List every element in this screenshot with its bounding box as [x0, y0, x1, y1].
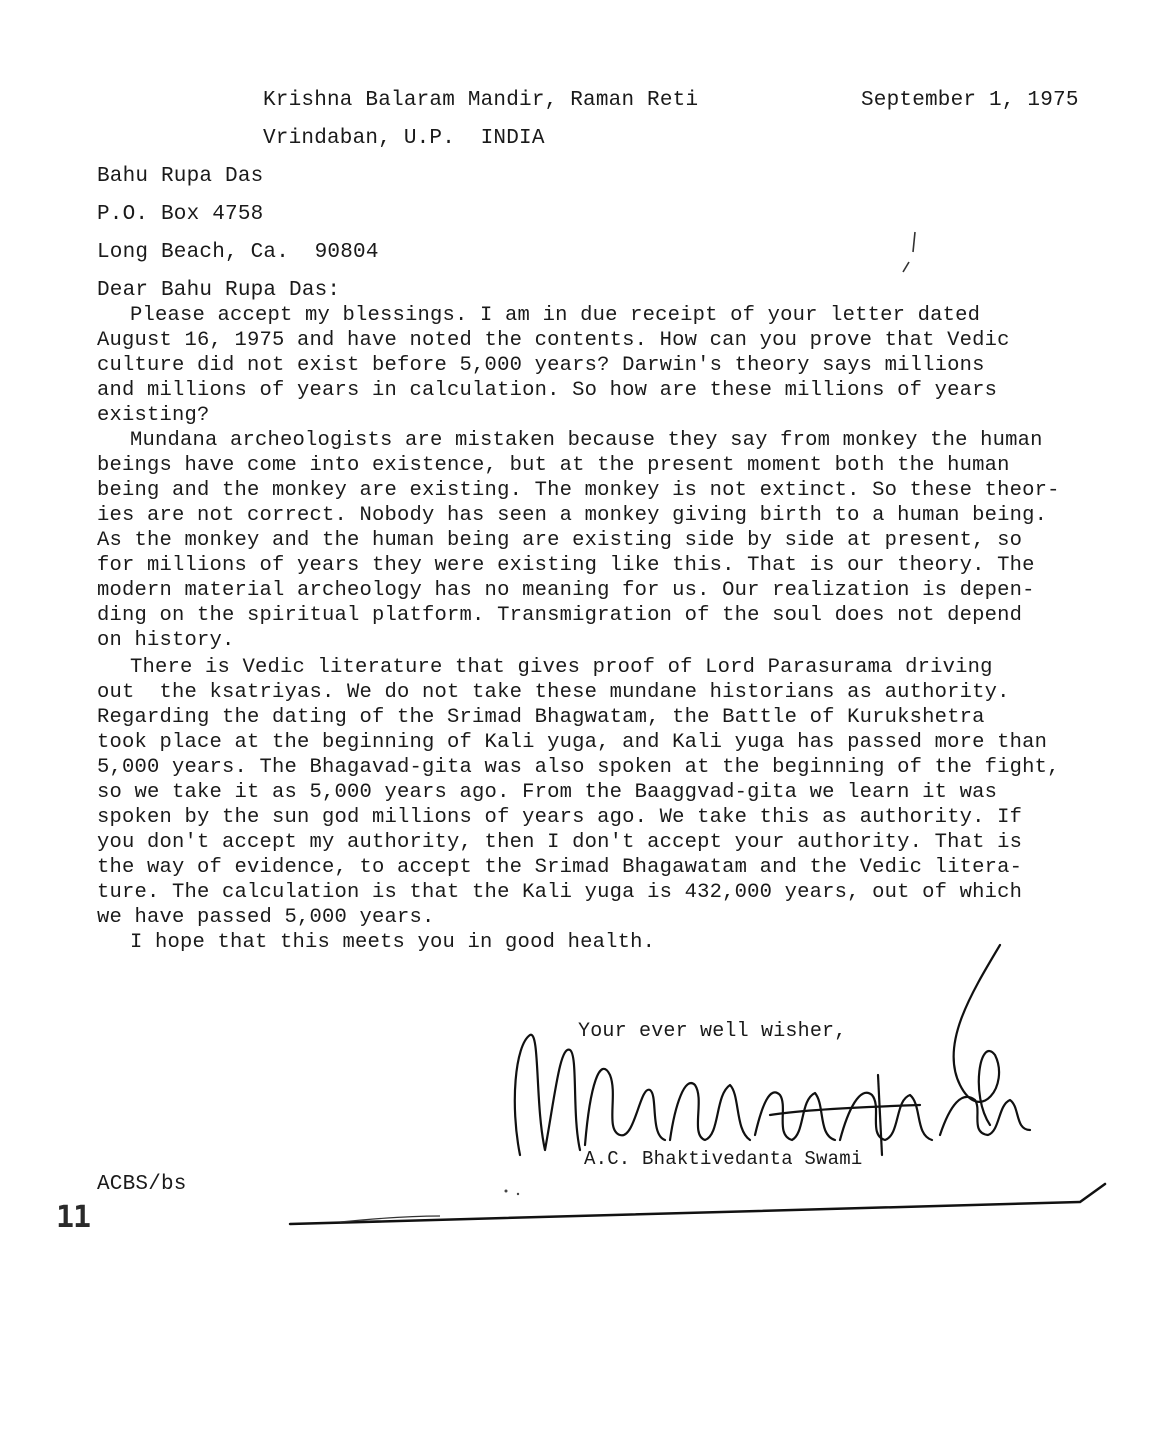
recipient-name: Bahu Rupa Das: [97, 165, 264, 188]
pen-underline: [280, 1180, 1110, 1240]
body-line: for millions of years they were existing like this. That is our theory. The: [97, 554, 1035, 577]
body-line: spoken by the sun god millions of years ago. We take this as authority. If: [97, 806, 1023, 829]
recipient-box: P.O. Box 4758: [97, 203, 264, 226]
closing: Your ever well wisher,: [578, 1020, 847, 1043]
letterhead-address-line2: Vrindaban, U.P. INDIA: [263, 127, 545, 150]
body-line: Please accept my blessings. I am in due receipt of your letter dated: [130, 304, 981, 327]
file-mark: 11: [56, 1200, 91, 1235]
recipient-city: Long Beach, Ca. 90804: [97, 241, 379, 264]
body-line: ding on the spiritual platform. Transmigration of the soul does not depend: [97, 604, 1023, 627]
body-line: August 16, 1975 and have noted the contents. How can you prove that Vedic: [97, 329, 1010, 352]
initials: ACBS/bs: [97, 1173, 187, 1196]
body-line: on history.: [97, 629, 235, 652]
pen-mark: [895, 228, 925, 278]
body-line: culture did not exist before 5,000 years? Darwin's theory says millions: [97, 354, 985, 377]
body-line: you don't accept my authority, then I don't accept your authority. That is: [97, 831, 1023, 854]
body-line: existing?: [97, 404, 210, 427]
body-line: As the monkey and the human being are existing side by side at present, so: [97, 529, 1023, 552]
body-line: took place at the beginning of Kali yuga, and Kali yuga has passed more than: [97, 731, 1048, 754]
body-line: ture. The calculation is that the Kali yuga is 432,000 years, out of which: [97, 881, 1023, 904]
salutation: Dear Bahu Rupa Das:: [97, 279, 341, 302]
body-line: being and the monkey are existing. The monkey is not extinct. So these theor-: [97, 479, 1060, 502]
signature-name: A.C. Bhaktivedanta Swami: [584, 1148, 863, 1170]
letterhead-address-line1: Krishna Balaram Mandir, Raman Reti: [263, 89, 699, 112]
stray-dots: [500, 1185, 530, 1200]
body-line: out the ksatriyas. We do not take these mundane historians as authority.: [97, 681, 1010, 704]
body-line: 5,000 years. The Bhagavad-gita was also spoken at the beginning of the fight,: [97, 756, 1060, 779]
body-line: the way of evidence, to accept the Srimad Bhagawatam and the Vedic litera-: [97, 856, 1023, 879]
body-line: ies are not correct. Nobody has seen a monkey giving birth to a human being.: [97, 504, 1048, 527]
body-line: Mundana archeologists are mistaken because they say from monkey the human: [130, 429, 1043, 452]
body-line: we have passed 5,000 years.: [97, 906, 435, 929]
body-line: There is Vedic literature that gives proof of Lord Parasurama driving: [130, 656, 993, 679]
letter-date: September 1, 1975: [861, 89, 1079, 112]
body-line: I hope that this meets you in good health.: [130, 931, 656, 954]
body-line: modern material archeology has no meaning for us. Our realization is depen-: [97, 579, 1035, 602]
body-line: Regarding the dating of the Srimad Bhagwatam, the Battle of Kurukshetra: [97, 706, 985, 729]
body-line: beings have come into existence, but at the present moment both the human: [97, 454, 1010, 477]
body-line: so we take it as 5,000 years ago. From the Baaggvad-gita we learn it was: [97, 781, 998, 804]
body-line: and millions of years in calculation. So how are these millions of years: [97, 379, 998, 402]
